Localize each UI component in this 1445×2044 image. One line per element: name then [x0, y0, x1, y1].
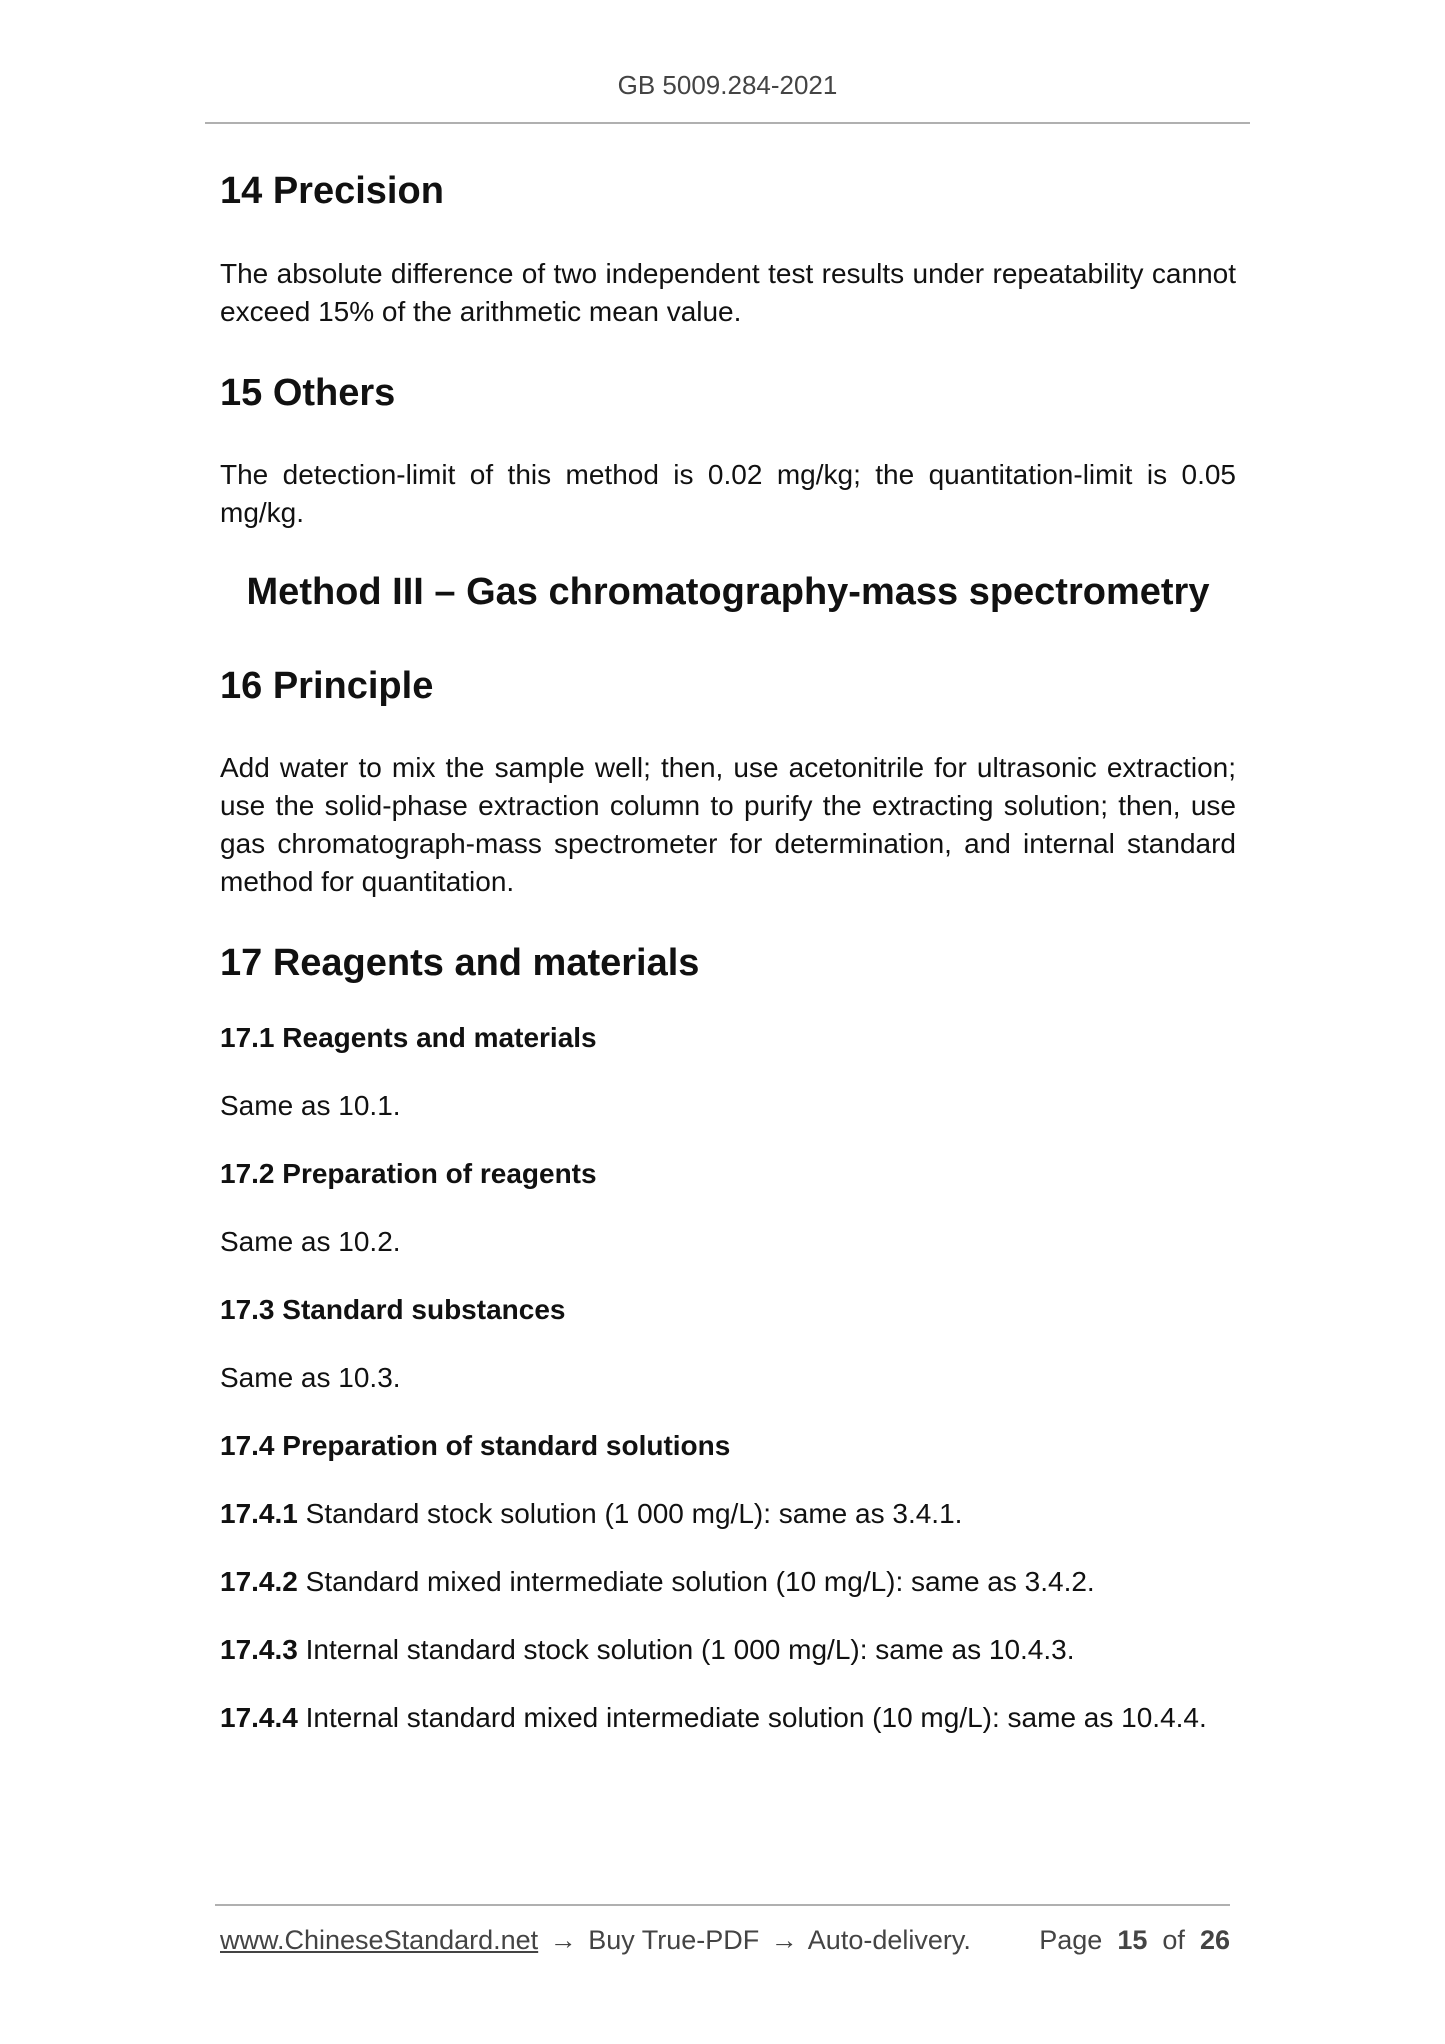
footer-divider	[215, 1904, 1230, 1906]
clause-17-4-2	[220, 1563, 1236, 1601]
method-iii-heading: Method III – Gas chromatography-mass spectrometry	[246, 571, 1210, 614]
clause-number: 17.4.3	[220, 1633, 298, 1665]
page-current: 15	[1117, 1925, 1148, 1955]
section-15-body: The detection-limit of this method is 0.02 mg/kg; the quantitation-limit is 0.05 mg/kg.	[220, 459, 1236, 529]
clause-number: 17.4.1	[220, 1497, 298, 1529]
of-label: of	[1162, 1925, 1185, 1955]
section-16-heading: 16 Principle	[220, 664, 434, 707]
section-17-heading: 17 Reagents and materials	[220, 942, 700, 985]
clause-17-1-body: Same as 10.1.	[220, 1089, 401, 1121]
clause-17-3-heading: 17.3 Standard substances	[220, 1293, 566, 1325]
website-link[interactable]: www.ChineseStandard.net	[220, 1925, 539, 1955]
clause-text: Standard mixed intermediate solution (10 mg/L): same as 3.4.2.	[297, 1565, 1095, 1597]
arrow-right-icon: →	[549, 1925, 577, 1955]
clause-17-4-1	[220, 1495, 1236, 1533]
clause-text: Internal standard stock solution (1 000 mg/L): same as 10.4.3.	[297, 1633, 1075, 1665]
clause-text: Internal standard mixed intermediate solution (10 mg/L): same as 10.4.4.	[297, 1701, 1207, 1733]
clause-17-2-heading: 17.2 Preparation of reagents	[220, 1157, 597, 1189]
clause-text: Standard stock solution (1 000 mg/L): same as 3.4.1.	[297, 1497, 963, 1529]
arrow-right-icon: →	[770, 1925, 798, 1955]
section-14-body: The absolute difference of two independent test results under repeatability cannot exceed 15% of the arithmetic mean value.	[220, 257, 1236, 327]
header-divider	[205, 122, 1250, 124]
page-total: 26	[1199, 1925, 1230, 1955]
clause-17-4-3	[220, 1631, 1236, 1669]
document-body	[220, 165, 1236, 1737]
clause-17-1-heading: 17.1 Reagents and materials	[220, 1021, 597, 1053]
buy-true-pdf-text: Buy True-PDF	[588, 1925, 760, 1955]
page-number	[1039, 1925, 1230, 1956]
section-14-heading: 14 Precision	[220, 170, 444, 212]
page-label: Page	[1039, 1925, 1103, 1955]
page-footer	[220, 1925, 1230, 1956]
clause-17-4-heading: 17.4 Preparation of standard solutions	[220, 1429, 731, 1461]
footer-promo	[220, 1925, 971, 1956]
auto-delivery-text: Auto-delivery.	[807, 1925, 971, 1955]
clause-17-2-body: Same as 10.2.	[220, 1225, 401, 1257]
clause-17-4-4	[220, 1699, 1236, 1737]
clause-17-3-body: Same as 10.3.	[220, 1361, 401, 1393]
clause-number: 17.4.2	[220, 1565, 298, 1597]
section-16-body: Add water to mix the sample well; then, use acetonitrile for ultrasonic extraction; use the solid-phase extraction column to purify the extracting solution; then, use gas chromatograph-mass spectrometer for determination, and internal standard method for quantitation.	[220, 752, 1236, 898]
page-header-standard-id: GB 5009.284-2021	[617, 70, 838, 100]
section-15-heading: 15 Others	[220, 371, 396, 414]
clause-number: 17.4.4	[220, 1701, 298, 1733]
